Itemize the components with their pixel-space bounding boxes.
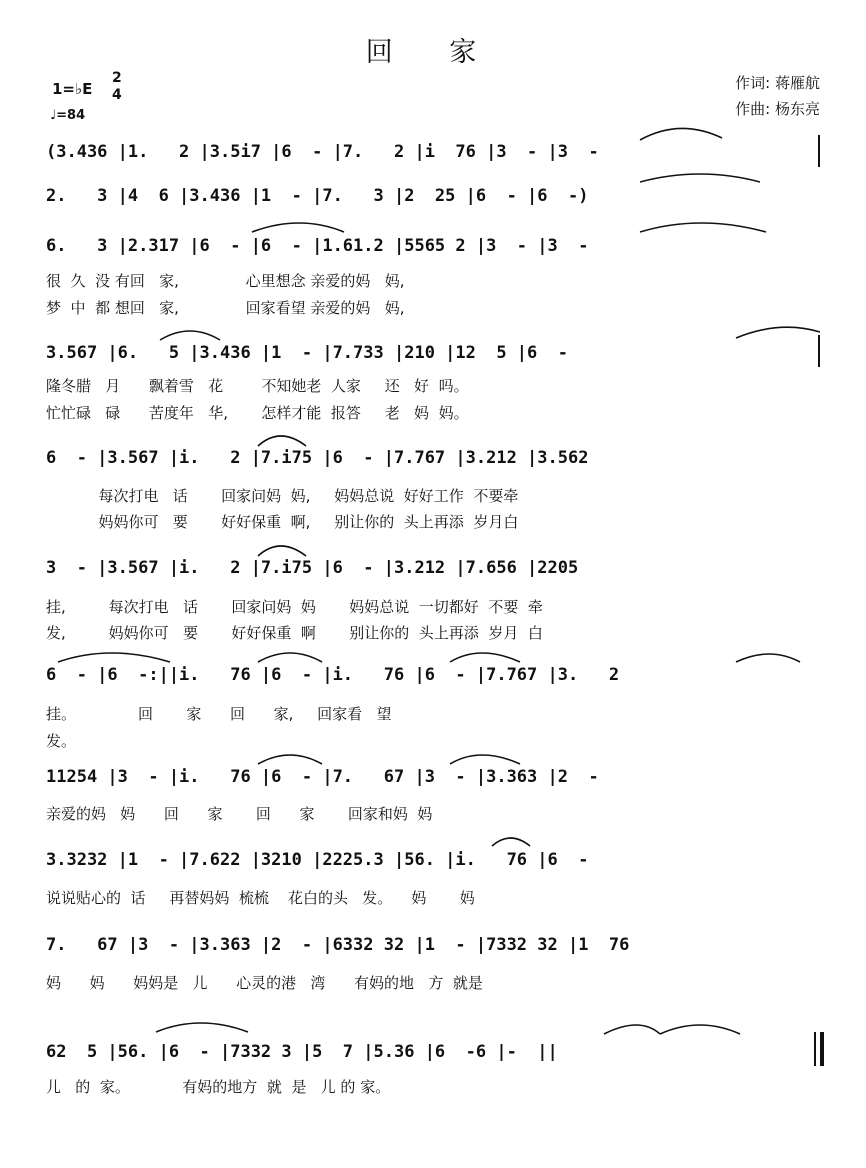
final-bar-line [820, 1032, 824, 1066]
key-signature [52, 80, 92, 98]
music-row-3: 6. 3 |2.317 |6 - |6 - |1.61.2 |5565 2 |3 - |3 - [46, 236, 589, 256]
lyric-row-3-verse-1: 很 久 没 有回 家, 心里想念 亲爱的妈 妈, [46, 272, 405, 290]
music-row-6: 3 - |3.567 |i. 2 |7.i75 |6 - |3.212 |7.656 |2205 [46, 558, 579, 578]
lyric-row-4-verse-1: 隆冬腊 月 飘着雪 花 不知她老 人家 还 好 吗。 [46, 377, 469, 395]
time-sig-top: 2 [112, 70, 122, 86]
slur-arc [156, 1023, 248, 1032]
lyric-row-3-verse-2: 梦 中 都 想回 家, 回家看望 亲爱的妈 妈, [46, 299, 405, 317]
music-row-11: 62 5 |56. |6 - |7332 3 |5 7 |5.36 |6 -6 |- || [46, 1042, 558, 1062]
bar-line [818, 335, 820, 367]
slur-arc [736, 327, 820, 338]
music-row-7: 6 - |6 -:||i. 76 |6 - |i. 76 |6 - |7.767 |3. 2 [46, 665, 620, 685]
final-bar-line [814, 1032, 816, 1066]
music-row-2: 2. 3 |4 6 |3.436 |1 - |7. 3 |2 25 |6 - |6 -) [46, 186, 589, 206]
tempo-marking [50, 108, 85, 123]
time-signature [112, 70, 122, 104]
composer-credit: 作曲: 杨东亮 [735, 100, 820, 118]
lyric-row-5-verse-1: 每次打电 话 回家问妈 妈, 妈妈总说 好好工作 不要牵 [46, 487, 519, 505]
music-row-1: (3.436 |1. 2 |3.5i7 |6 - |7. 2 |i 76 |3 - |3 - [46, 142, 599, 162]
music-row-9: 3.3232 |1 - |7.622 |3210 |2225.3 |56. |i. 76 |6 - [46, 850, 589, 870]
lyric-row-9: 说说贴心的 话 再替妈妈 梳梳 花白的头 发。 妈 妈 [46, 889, 475, 907]
lyric-row-5-verse-2: 妈妈你可 要 好好保重 啊, 别让你的 头上再添 岁月白 [46, 513, 519, 531]
lyric-row-7-verse-2: 发。 [46, 732, 77, 750]
slur-arc [660, 1025, 740, 1034]
lyric-row-7-verse-1: 挂。 回 家 回 家, 回家看 望 [46, 705, 392, 723]
time-sig-bottom: 4 [112, 87, 122, 103]
lyric-row-10: 妈 妈 妈妈是 儿 心灵的港 湾 有妈的地 方 就是 [46, 974, 483, 992]
lyric-row-4-verse-2: 忙忙碌 碌 苦度年 华, 怎样才能 报答 老 妈 妈。 [46, 404, 469, 422]
lyricist-credit: 作词: 蒋雁航 [735, 74, 820, 92]
music-row-8: 11254 |3 - |i. 76 |6 - |7. 67 |3 - |3.363 |2 - [46, 767, 599, 787]
music-row-10: 7. 67 |3 - |3.363 |2 - |6332 32 |1 - |7332 32 |1 76 [46, 935, 630, 955]
song-title: 回 家 [365, 37, 501, 68]
bar-line [818, 135, 820, 167]
key-label: 1=♭E [52, 80, 93, 98]
lyric-row-11: 儿 的 家。 有妈的地方 就 是 儿 的 家。 [46, 1078, 391, 1096]
lyric-row-6-verse-2: 发, 妈妈你可 要 好好保重 啊 别让你的 头上再添 岁月 白 [46, 624, 543, 642]
quarter-note-icon: ♩ [50, 108, 57, 123]
tempo-value: =84 [56, 108, 86, 123]
music-row-4: 3.567 |6. 5 |3.436 |1 - |7.733 |210 |12 5 |6 - [46, 343, 568, 363]
lyric-row-8: 亲爱的妈 妈 回 家 回 家 回家和妈 妈 [46, 805, 433, 823]
slur-arc [604, 1025, 660, 1034]
lyric-row-6-verse-1: 挂, 每次打电 话 回家问妈 妈 妈妈总说 一切都好 不要 牵 [46, 598, 543, 616]
music-row-5: 6 - |3.567 |i. 2 |7.i75 |6 - |7.767 |3.212 |3.562 [46, 448, 589, 468]
